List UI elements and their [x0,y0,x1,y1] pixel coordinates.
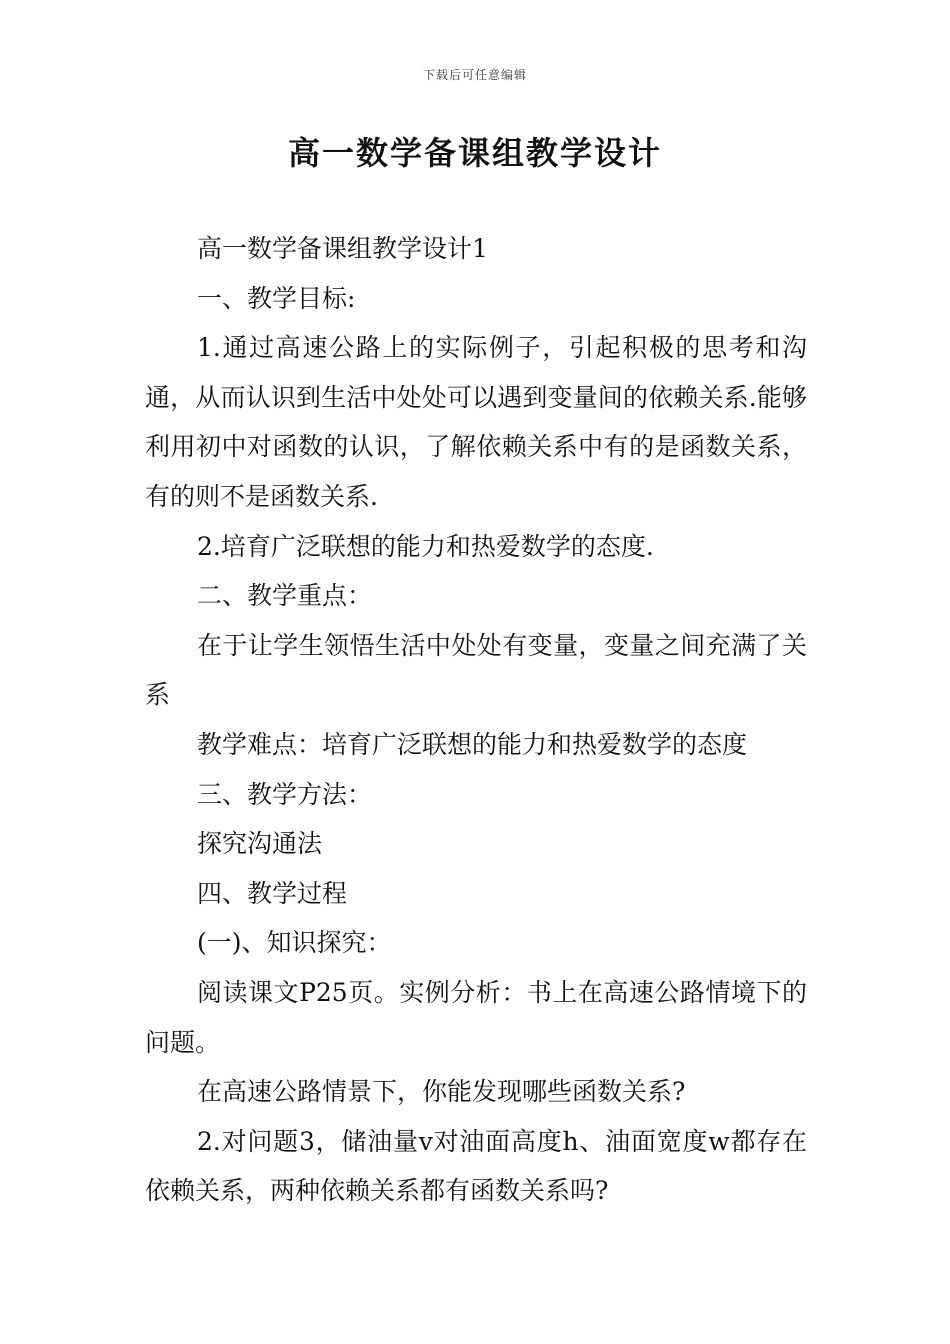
objective-1: 1.通过高速公路上的实际例子，引起积极的思考和沟通，从而认识到生活中处处可以遇到变量间的依赖关系.能够利用初中对函数的认识，了解依赖关系中有的是函数关系，有的则不是函数关系. [145,333,807,511]
teaching-method-text: 探究沟通法 [197,829,323,859]
section-heading-design-1: 高一数学备课组教学设计1 [197,234,488,263]
document-title: 高一数学备课组教学设计 [287,134,662,172]
question-3-dependency: 2.对问题3，储油量v对油面高度h、油面宽度w都存在依赖关系，两种依赖关系都有函数关系吗? [145,1126,807,1206]
subheading-knowledge-exploration: (一)、知识探究： [197,928,392,958]
heading-teaching-process: 四、教学过程 [197,878,348,908]
heading-teaching-method: 三、教学方法： [197,779,373,809]
document-body [145,224,807,1216]
teaching-focus-text: 在于让学生领悟生活中处处有变量，变量之间充满了关系 [145,630,807,710]
objective-2: 2.培育广泛联想的能力和热爱数学的态度. [197,531,654,561]
header-note: 下载后可任意编辑 [422,68,527,82]
question-highway-functions: 在高速公路情景下，你能发现哪些函数关系? [197,1077,686,1107]
teaching-difficulty: 教学难点：培育广泛联想的能力和热爱数学的态度 [197,729,748,759]
reading-assignment: 阅读课文P25页。实例分析：书上在高速公路情境下的问题。 [145,977,807,1057]
heading-teaching-focus: 二、教学重点： [197,581,373,611]
heading-teaching-objectives: 一、教学目标: [197,283,356,313]
